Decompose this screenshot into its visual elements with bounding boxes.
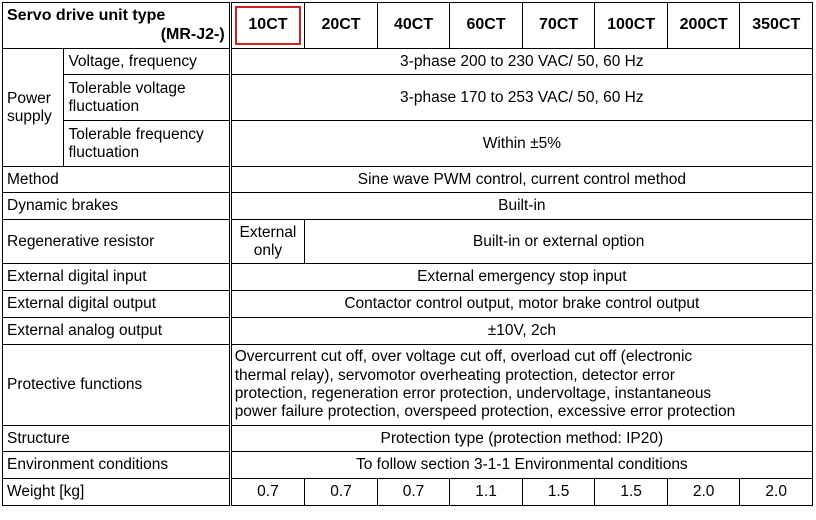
header-row — [3, 3, 813, 49]
weight-40ct: 0.7 — [377, 479, 450, 506]
table-row — [3, 264, 813, 291]
environment-label: Environment conditions — [3, 452, 231, 479]
weight-label: Weight [kg] — [3, 479, 231, 506]
table-row — [3, 121, 813, 167]
weight-200ct: 2.0 — [667, 479, 740, 506]
voltage-frequency-label: Voltage, frequency — [64, 49, 230, 75]
servo-spec-table — [2, 2, 813, 506]
structure-value: Protection type (protection method: IP20) — [230, 426, 812, 452]
table-row — [3, 345, 813, 426]
ext-digital-input-label: External digital input — [3, 264, 231, 291]
tolerable-frequency-label: Tolerable frequency fluctuation — [64, 121, 230, 167]
table-row — [3, 452, 813, 479]
structure-label: Structure — [3, 426, 231, 452]
dynamic-brakes-value: Built-in — [230, 193, 812, 220]
model-350ct-header[interactable]: 350CT — [740, 3, 813, 49]
voltage-frequency-value: 3-phase 200 to 230 VAC/ 50, 60 Hz — [230, 49, 812, 75]
method-value: Sine wave PWM control, current control method — [230, 167, 812, 193]
environment-value: To follow section 3-1-1 Environmental conditions — [230, 452, 812, 479]
regenerative-resistor-value: Built-in or external option — [305, 220, 813, 264]
table-row — [3, 49, 813, 75]
model-60ct-header[interactable]: 60CT — [450, 3, 523, 49]
model-100ct-header[interactable]: 100CT — [595, 3, 668, 49]
method-label: Method — [3, 167, 231, 193]
weight-10ct: 0.7 — [230, 479, 305, 506]
tolerable-voltage-label: Tolerable voltage fluctuation — [64, 75, 230, 121]
weight-350ct: 2.0 — [740, 479, 813, 506]
header-title: Servo drive unit type — [7, 7, 166, 25]
model-200ct-header[interactable]: 200CT — [667, 3, 740, 49]
table-row — [3, 193, 813, 220]
ext-digital-output-value: Contactor control output, motor brake control output — [230, 291, 812, 318]
regenerative-resistor-label: Regenerative resistor — [3, 220, 231, 264]
model-10ct-header[interactable]: 10CT — [230, 3, 305, 49]
table-row — [3, 220, 813, 264]
model-20ct-header[interactable]: 20CT — [305, 3, 378, 49]
ext-analog-output-label: External analog output — [3, 318, 231, 345]
protective-functions-label: Protective functions — [3, 345, 231, 426]
tolerable-frequency-value: Within ±5% — [230, 121, 812, 167]
ext-analog-output-value: ±10V, 2ch — [230, 318, 812, 345]
weight-60ct: 1.1 — [450, 479, 523, 506]
dynamic-brakes-label: Dynamic brakes — [3, 193, 231, 220]
model-70ct-header[interactable]: 70CT — [522, 3, 595, 49]
model-40ct-header[interactable]: 40CT — [377, 3, 450, 49]
header-title-cell — [3, 3, 231, 49]
table-row — [3, 318, 813, 345]
table-row — [3, 291, 813, 318]
protective-functions-value: Overcurrent cut off, over voltage cut off, overload cut off (electronic thermal relay), servomotor overheating protection, detector error protection, regeneration error protection, undervoltage, instantaneous power failure protection, overspeed protection, excessive error protection — [230, 345, 812, 426]
weight-20ct: 0.7 — [305, 479, 378, 506]
power-supply-group-label: Power supply — [3, 49, 64, 167]
table-row — [3, 167, 813, 193]
weight-100ct: 1.5 — [595, 479, 668, 506]
table-row — [3, 75, 813, 121]
ext-digital-output-label: External digital output — [3, 291, 231, 318]
tolerable-voltage-value: 3-phase 170 to 253 VAC/ 50, 60 Hz — [230, 75, 812, 121]
regenerative-resistor-10ct-value: External only — [230, 220, 305, 264]
header-model-prefix: (MR-J2-) — [160, 25, 225, 43]
table-row — [3, 479, 813, 506]
table-row — [3, 426, 813, 452]
ext-digital-input-value: External emergency stop input — [230, 264, 812, 291]
weight-70ct: 1.5 — [522, 479, 595, 506]
